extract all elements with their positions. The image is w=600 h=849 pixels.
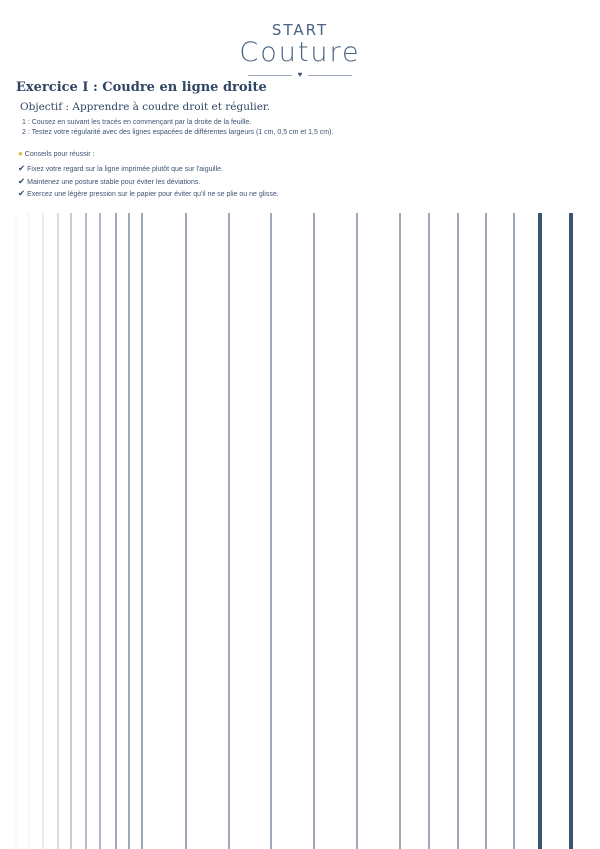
tips-heading xyxy=(18,149,94,158)
logo-start: START xyxy=(271,21,329,39)
divider-line-right xyxy=(308,75,352,76)
tips-heading-label: Conseils pour réussir : xyxy=(24,151,95,158)
steps-list xyxy=(22,118,333,138)
practice-lines-area xyxy=(0,213,600,849)
logo xyxy=(0,22,600,80)
check-icon: ✔ xyxy=(18,188,26,198)
divider-line-left xyxy=(248,75,292,76)
tip-text: Fixez votre regard sur la ligne imprimée plutôt que sur l'aiguille. xyxy=(27,166,223,173)
tip-item xyxy=(18,163,279,176)
check-icon: ✔ xyxy=(18,163,26,173)
tips-list xyxy=(18,163,279,201)
tip-text: Exercez une légère pression sur le papier pour éviter qu'il ne se plie ou ne glisse. xyxy=(27,191,279,198)
step-item: 2 : Testez votre régularité avec des lignes espacées de différentes largeurs (1 cm, 0,5 cm et 1,5 cm). xyxy=(22,129,334,136)
logo-couture: Couture xyxy=(239,37,361,68)
tip-item xyxy=(18,176,279,189)
exercise-title: Exercice I : Coudre en ligne droite xyxy=(16,80,267,95)
heart-icon: ♥ xyxy=(297,70,303,79)
tip-item xyxy=(18,188,279,201)
tip-text: Maintenez une posture stable pour éviter les déviations. xyxy=(27,178,201,186)
check-icon: ✔ xyxy=(18,175,26,186)
objective: Objectif : Apprendre à coudre droit et régulier. xyxy=(20,101,271,113)
practice-lines xyxy=(0,213,600,849)
lightbulb-icon: ● xyxy=(18,149,23,158)
logo-divider xyxy=(248,72,352,80)
step-item: 1 : Cousez en suivant les tracés en commençant par la droite de la feuille. xyxy=(22,119,252,126)
